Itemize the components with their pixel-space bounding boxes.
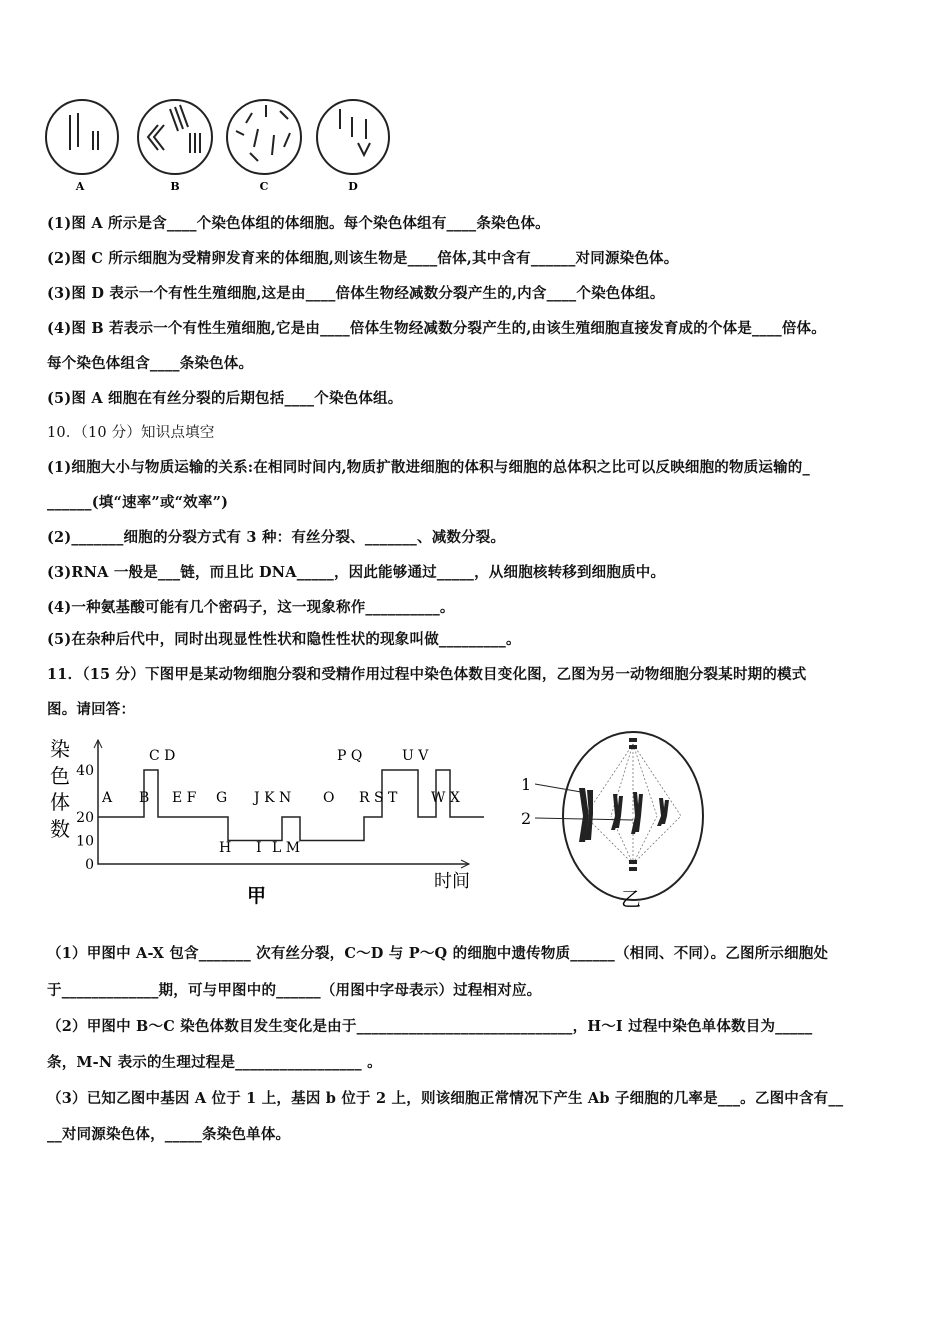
q9-line-2: (2)图 C 所示细胞为受精卵发育来的体细胞,则该生物是____倍体,其中含有______对同源染色体。 xyxy=(47,250,679,267)
chart-y-ticks xyxy=(76,763,94,873)
q11-line-3: （2）甲图中 B～C 染色体数目发生变化是由于_____________________________，H～I 过程中染色单体数目为_____ xyxy=(47,1018,813,1035)
q9-line-3: (3)图 D 表示一个有性生殖细胞,这是由____倍体生物经减数分裂产生的,内含____个染色体组。 xyxy=(47,285,665,302)
cell-label-a: A xyxy=(75,180,85,193)
cell-label-c: C xyxy=(259,180,269,193)
q11-heading-1: 11．（15 分）下图甲是某动物细胞分裂和受精作用过程中染色体数目变化图，乙图为另一动物细胞分裂某时期的模式 xyxy=(47,666,807,683)
chart-point-label: P Q xyxy=(337,748,363,764)
y-tick-label: 40 xyxy=(76,763,94,779)
chart-point-label: W X xyxy=(431,790,460,806)
chart-point-label: B xyxy=(139,790,150,806)
chromosome-cells-figure xyxy=(40,95,400,195)
y-tick-label: 0 xyxy=(85,857,94,873)
y-tick-label: 20 xyxy=(76,810,94,826)
chart-point-label: U V xyxy=(402,748,429,764)
centriole-top xyxy=(629,738,637,749)
q10-heading: 10．（10 分）知识点填空 xyxy=(47,425,215,441)
q10-line-3: (2)_______细胞的分裂方式有 3 种：有丝分裂、_______、减数分裂。 xyxy=(47,529,506,546)
chart-point-labels xyxy=(101,748,460,856)
chart-point-label: C D xyxy=(149,748,176,764)
cell-b xyxy=(138,100,212,174)
cell-d xyxy=(317,100,389,174)
chart-point-label: I xyxy=(256,840,262,856)
chart-point-label: O xyxy=(323,790,335,806)
q11-line-4: 条，M-N 表示的生理过程是_________________ 。 xyxy=(47,1054,382,1071)
q10-line-4: (3)RNA 一般是___链，而且比 DNA_____，因此能够通过_____，从细胞核转移到细胞质中。 xyxy=(47,564,666,581)
figure-yi-caption: 乙 xyxy=(621,887,641,911)
y-axis-label-char-2: 色 xyxy=(50,764,70,788)
y-tick-label: 10 xyxy=(76,833,94,850)
q9-line-5: 每个染色体组含____条染色体。 xyxy=(47,355,254,372)
y-axis-label-char-4: 数 xyxy=(50,817,70,841)
chart-point-label: H xyxy=(219,840,232,856)
q11-line-1: （1）甲图中 A-X 包含_______ 次有丝分裂，C～D 与 P～Q 的细胞中遗传物质______（相同、不同）。乙图所示细胞处 xyxy=(47,945,829,962)
q9-line-6: (5)图 A 细胞在有丝分裂的后期包括____个染色体组。 xyxy=(47,390,403,407)
q10-line-2: ______(填“速率”或“效率”) xyxy=(47,494,229,511)
chromosomes xyxy=(579,788,669,842)
chart-point-label: L M xyxy=(272,840,301,856)
chart-point-label: R S T xyxy=(359,790,398,806)
q11-line-5: （3）已知乙图中基因 A 位于 1 上，基因 b 位于 2 上，则该细胞正常情况下产生 Ab 子细胞的几率是___。乙图中含有__ xyxy=(47,1090,844,1107)
q9-line-4: (4)图 B 若表示一个有性生殖细胞,它是由____倍体生物经减数分裂产生的,由该生殖细胞直接发育成的个体是____倍体。 xyxy=(47,320,826,337)
pointer-label-2: 2 xyxy=(521,809,532,828)
cell-a xyxy=(46,100,118,174)
y-axis-label-char-1: 染 xyxy=(50,737,70,761)
centriole-bottom xyxy=(629,860,637,871)
y-axis-label-char-3: 体 xyxy=(50,790,70,814)
chart-point-label: A xyxy=(102,790,113,806)
chart-point-label: E F xyxy=(172,790,197,806)
q10-line-5: (4)一种氨基酸可能有几个密码子，这一现象称作__________。 xyxy=(47,599,455,616)
q11-line-2: 于_____________期，可与甲图中的______（用图中字母表示）过程相对应。 xyxy=(47,982,542,999)
x-axis-label: 时间 xyxy=(434,871,470,892)
chart-title: 甲 xyxy=(247,885,267,907)
q10-line-6: (5)在杂种后代中，同时出现显性性状和隐性性状的现象叫做_________。 xyxy=(47,631,521,648)
cell-label-b: B xyxy=(170,180,180,193)
q11-heading-2: 图。请回答： xyxy=(47,701,136,718)
chart-point-label: G xyxy=(216,790,228,806)
q11-line-6: __对同源染色体，_____条染色单体。 xyxy=(47,1126,291,1143)
q10-line-1: (1)细胞大小与物质运输的关系:在相同时间内,物质扩散进细胞的体积与细胞的总体积之比可以反映细胞的物质运输的_ xyxy=(47,459,810,476)
cell-c xyxy=(227,100,301,174)
chart-point-label: J K N xyxy=(254,790,292,806)
pointer-label-1: 1 xyxy=(521,775,532,794)
cell-division-figure-yi xyxy=(515,730,715,915)
pointer-line-1 xyxy=(535,784,581,792)
q9-line-1: (1)图 A 所示是含____个染色体组的体细胞。每个染色体组有____条染色体。 xyxy=(47,215,550,232)
chromosome-count-chart xyxy=(44,732,484,912)
cell-label-d: D xyxy=(348,180,358,193)
